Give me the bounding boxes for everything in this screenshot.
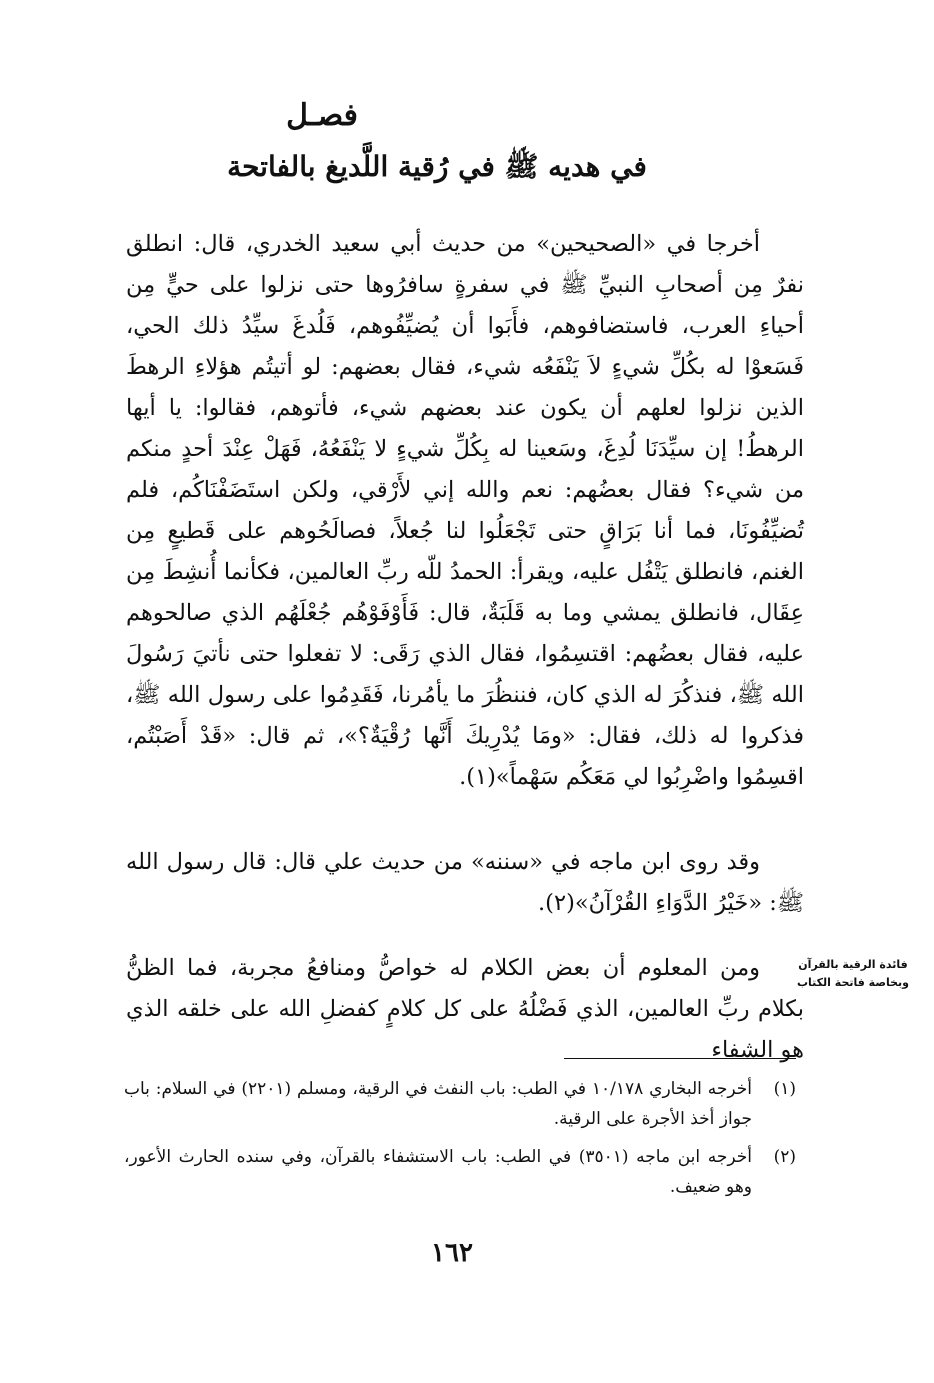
body-paragraph-quran-benefit (126, 948, 804, 1071)
footnote-divider (564, 1058, 796, 1059)
footnote-item (124, 1142, 796, 1202)
footnotes (124, 1074, 796, 1210)
paragraph-text: ومن المعلوم أن بعض الكلام له خواصُّ ومنافعُ مجربة، فما الظنُّ بكلام ربِّ العالمين، الذي فَضْلُهُ على كل كلامٍ كفضلِ الله على خلقه الذي هو الشفاء (126, 955, 804, 1063)
page-number: ١٦٢ (431, 1238, 473, 1268)
margin-note: فائدة الرقية بالقرآن وبخاصة فاتحة الكتاب (796, 958, 910, 989)
paragraph-text: أخرجا في «الصحيحين» من حديث أبي سعيد الخدري، قال: انطلق نفرٌ مِن أصحابِ النبيِّ ﷺ في سفرةٍ سافرُوها حتى نزلوا على حيٍّ مِن أحياءِ العرب، فاستضافوهم، فأَبَوا أن يُضيِّفُوهم، فَلُدغَ سيِّدُ ذلك الحي، فَسَعوْا له بكُلِّ شيءٍ لاَ يَنْفَعُه شيء، فقال بعضهم: لو أتيتُم هؤلاءِ الرهطَ الذين نزلوا لعلهم أن يكون عند بعضهم شيء، فأتوهم، فقالوا: يا أيها الرهطُ! إن سيِّدَنَا لُدِغَ، وسَعينا له بِكُلِّ شيءٍ لا يَنْفَعُهُ، فَهَلْ عِنْدَ أحدٍ منكم من شيء؟ فقال بعضُهم: نعم والله إني لأَرْقي، ولكن استَضَفْنَاكُم، فلم تُضيِّفُونَا، فما أنا بَرَاقٍ حتى تَجْعَلُوا لنا جُعلاً، فصالَحُوهم على قَطيعٍ مِن الغنم، فانطلق يَتْفُل عليه، ويقرأ: الحمدُ للّه ربِّ العالمين، فكأنما أُنشِطَ مِن عِقَال، فانطلق يمشي وما به قَلَبَةٌ، قال: فَأَوْفَوْهُم جُعْلَهُم الذي صالحوهم عليه، فقال بعضُهم: اقتسِمُوا، فقال الذي رَقَى: لا تفعلوا حتى نأتيَ رَسُولَ الله ﷺ، فنذكُرَ له الذي كان، فننظُرَ ما يأمُرنا، فَقَدِمُوا على رسول الله ﷺ، فذكروا له ذلك، فقال: «ومَا يُدْرِيكَ أَنَّها رُقْيَةٌ؟»، ثم قال: «قَدْ أَصَبْتُم، اقسِمُوا واضْرِبُوا لي مَعَكُم سَهْماً»(١). (126, 231, 804, 790)
footnote-text: أخرجه ابن ماجه (٣٥٠١) في الطب: باب الاستشفاء بالقرآن، وفي سنده الحارث الأعور، وهو ضعيف. (124, 1147, 752, 1197)
paragraph-text: وقد روى ابن ماجه في «سننه» من حديث علي قال: قال رسول الله ﷺ: «خَيْرُ الدَّوَاءِ القُرْآنُ»(٢). (126, 849, 804, 916)
footnote-item (124, 1074, 796, 1134)
footnote-text: أخرجه البخاري ١٠/١٧٨ في الطب: باب النفث في الرقية، ومسلم (٢٢٠١) في السلام: باب جواز أخذ الأجرة على الرقية. (124, 1079, 752, 1129)
footnote-number: (١) (773, 1079, 796, 1099)
chapter-title: في هديه ﷺ في رُقية اللَّديغ بالفاتحة (227, 150, 647, 183)
chapter-label: فصـل (286, 98, 358, 133)
body-paragraph-hadith-sahihayn (126, 224, 804, 798)
footnote-number: (٢) (773, 1147, 796, 1167)
body-paragraph-ibn-majah (126, 842, 804, 924)
